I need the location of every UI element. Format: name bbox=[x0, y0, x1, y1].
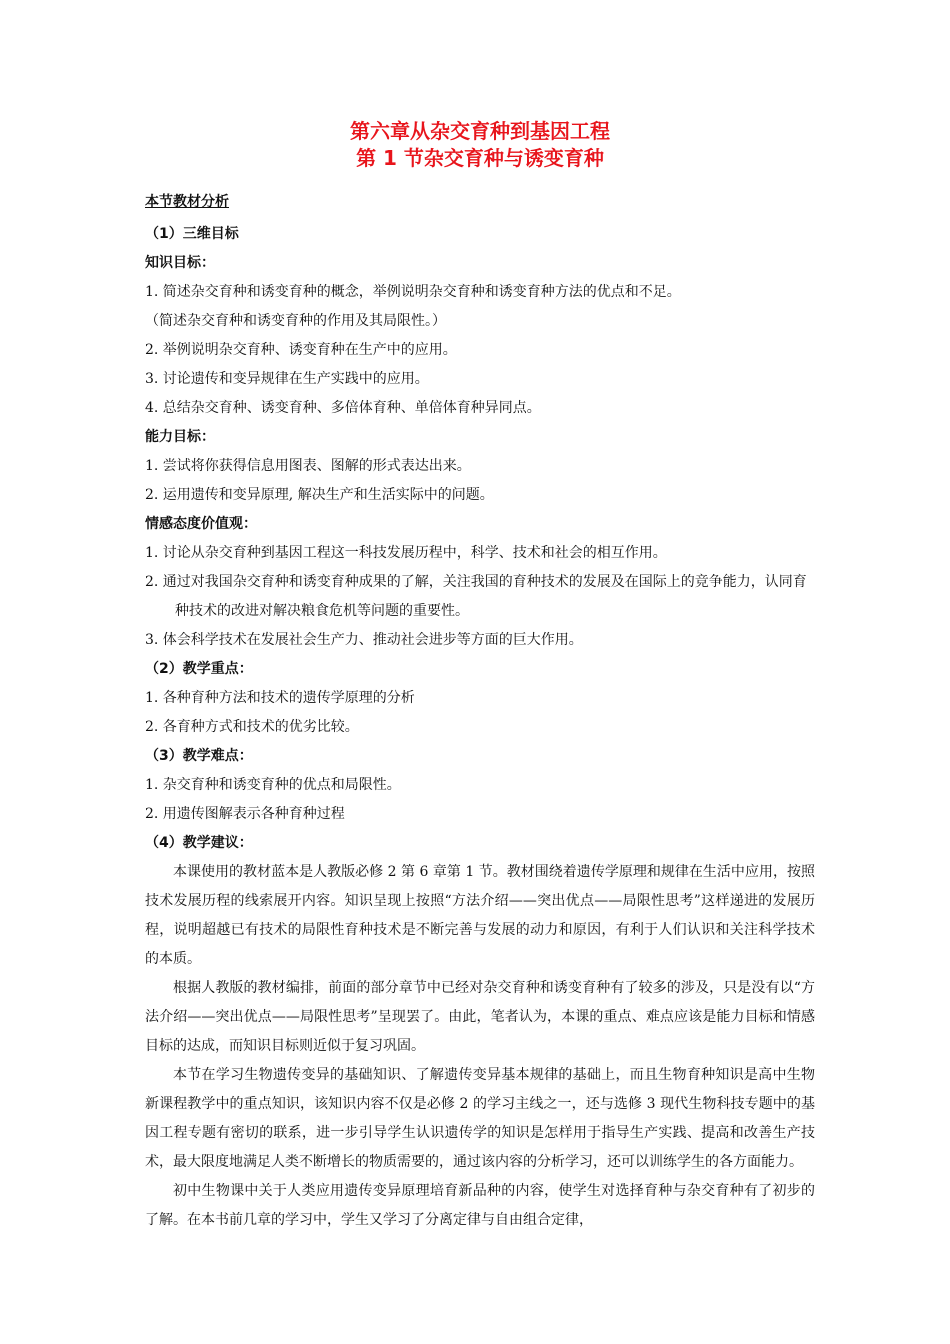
list-item: 2. 用遗传图解表示各种育种过程 bbox=[145, 806, 345, 822]
paragraph: 根据人教版的教材编排，前面的部分章节中已经对杂交育种和诱变育种有了较多的涉及，只是没有以“方法介绍——突出优点——局限性思考”呈现罢了。由此，笔者认为，本课的重点、难点应该是能力目标和情感目标的达成，而知识目标则近似于复习巩固。 bbox=[145, 980, 815, 1054]
list-item: 1. 各种育种方法和技术的遗传学原理的分析 bbox=[145, 690, 415, 706]
ability-goals-heading: 能力目标： bbox=[145, 429, 215, 445]
list-item: （简述杂交育种和诱变育种的作用及其局限性。） bbox=[145, 313, 446, 329]
list-item: 2. 运用遗传和变异原理, 解决生产和生活实际中的问题。 bbox=[145, 487, 494, 503]
knowledge-goals-heading: 知识目标： bbox=[145, 255, 215, 271]
list-item: 4. 总结杂交育种、诱变育种、多倍体育种、单倍体育种异同点。 bbox=[145, 400, 541, 416]
analysis-heading: 本节教材分析 bbox=[145, 194, 229, 210]
list-item: 1. 讨论从杂交育种到基因工程这一科技发展历程中，科学、技术和社会的相互作用。 bbox=[145, 545, 667, 561]
list-item: 1. 杂交育种和诱变育种的优点和局限性。 bbox=[145, 777, 401, 793]
paragraph: 本节在学习生物遗传变异的基础知识、了解遗传变异基本规律的基础上，而且生物育种知识是高中生物新课程教学中的重点知识，该知识内容不仅是必修 2 的学习主线之一，还与选修 3 现代生物科技专题中的基因工程专题有密切的联系，进一步引导学生认识遗传学的知识是怎样用于指导生产实践、提高和改善生产技术，最大限度地满足人类不断增长的物质需要的，通过该内容的分析学习，还可以训练学生的各方面能力。 bbox=[145, 1067, 815, 1170]
list-item: 1. 简述杂交育种和诱变育种的概念，举例说明杂交育种和诱变育种方法的优点和不足。 bbox=[145, 284, 681, 300]
list-item: 2. 通过对我国杂交育种和诱变育种成果的了解，关注我国的育种技术的发展及在国际上的竞争能力，认同育种技术的改进对解决粮食危机等问题的重要性。 bbox=[145, 574, 807, 619]
chapter-title: 第六章从杂交育种到基因工程 bbox=[350, 119, 610, 143]
list-item: 2. 举例说明杂交育种、诱变育种在生产中的应用。 bbox=[145, 342, 457, 358]
goals-heading: （1）三维目标 bbox=[145, 226, 239, 242]
list-item: 3. 讨论遗传和变异规律在生产实践中的应用。 bbox=[145, 371, 429, 387]
paragraph: 本课使用的教材蓝本是人教版必修 2 第 6 章第 1 节。教材围绕着遗传学原理和规律在生活中应用，按照技术发展历程的线索展开内容。知识呈现上按照“方法介绍——突出优点——局限性思考”这样递进的发展历程，说明超越已有技术的局限性育种技术是不断完善与发展的动力和原因，有利于人们认识和关注科学技术的本质。 bbox=[145, 864, 815, 967]
list-item: 2. 各育种方式和技术的优劣比较。 bbox=[145, 719, 359, 735]
key-points-heading: （2）教学重点： bbox=[145, 661, 253, 677]
document-page bbox=[145, 118, 815, 1235]
list-item: 3. 体会科学技术在发展社会生产力、推动社会进步等方面的巨大作用。 bbox=[145, 632, 583, 648]
suggestions-heading: （4）教学建议： bbox=[145, 835, 253, 851]
section-title: 第 1 节杂交育种与诱变育种 bbox=[356, 146, 604, 170]
emotion-goals-heading: 情感态度价值观： bbox=[145, 516, 257, 532]
paragraph: 初中生物课中关于人类应用遗传变异原理培育新品种的内容，使学生对选择育种与杂交育种有了初步的了解。在本书前几章的学习中，学生又学习了分离定律与自由组合定律， bbox=[145, 1183, 815, 1228]
list-item: 1. 尝试将你获得信息用图表、图解的形式表达出来。 bbox=[145, 458, 471, 474]
difficulties-heading: （3）教学难点： bbox=[145, 748, 253, 764]
